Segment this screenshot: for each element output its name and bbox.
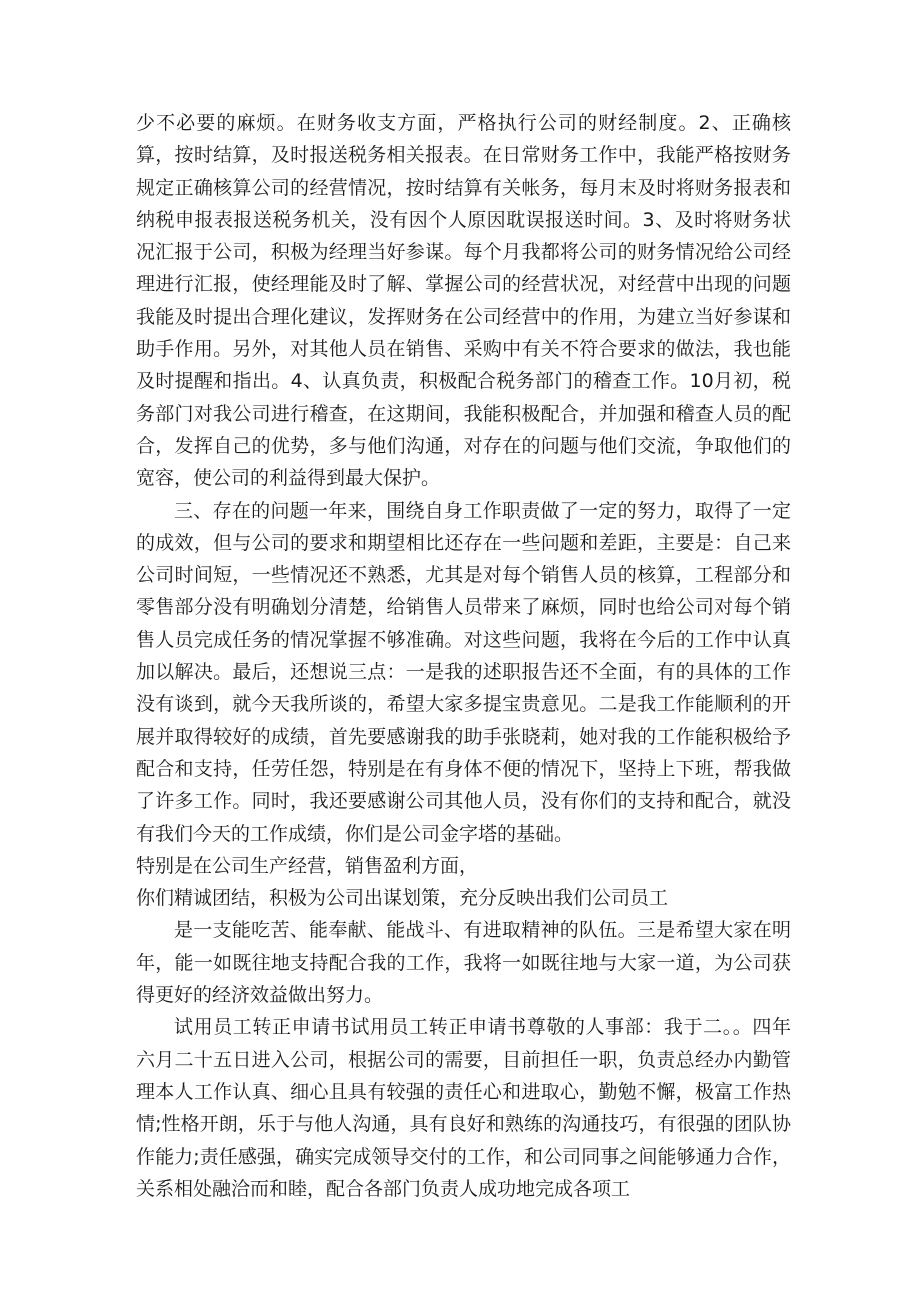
paragraph-team-spirit: 是一支能吃苦、能奉献、能战斗、有进取精神的队伍。三是希望大家在明年，能一如既往地支持配合我的工作，我将一如既往地与大家一道，为公司获得更好的经济效益做出努力。	[136, 919, 791, 1007]
document-page	[136, 107, 791, 1205]
paragraph-financial-work: 少不必要的麻烦。在财务收支方面，严格执行公司的财经制度。2、正确核算，按时结算，及时报送税务相关报表。在日常财务工作中，我能严格按财务规定正确核算公司的经营情况，按时结算有关帐务，每月末及时将财务报表和纳税申报表报送税务机关，没有因个人原因耽误报送时间。3、及时将财务状况汇报于公司，积极为经理当好参谋。每个月我都将公司的财务情况给公司经理进行汇报，使经理能及时了解、掌握公司的经营状况，对经营中出现的问题我能及时提出合理化建议，发挥财务在公司经营中的作用，为建立当好参谋和助手作用。另外，对其他人员在销售、采购中有关不符合要求的做法，我也能及时提醒和指出。4、认真负责，积极配合税务部门的稽查工作。10月初，税务部门对我公司进行稽查，在这期间，我能积极配合，并加强和稽查人员的配合，发挥自己的优势，多与他们沟通，对存在的问题与他们交流，争取他们的宽容，使公司的利益得到最大保护。	[136, 112, 791, 490]
line-production-sales: 特别是在公司生产经营，销售盈利方面，	[136, 854, 479, 877]
paragraph-existing-problems: 三、存在的问题一年来，围绕自身工作职责做了一定的努力，取得了一定的成效，但与公司的要求和期望相比还存在一些问题和差距，主要是：自己来公司时间短，一些情况还不熟悉，尤其是对每个销售人员的核算，工程部分和零售部分没有明确划分清楚，给销售人员带来了麻烦，同时也给公司对每个销售人员完成任务的情况掌握不够准确。对这些问题，我将在今后的工作中认真加以解决。最后，还想说三点：一是我的述职报告还不全面，有的具体的工作没有谈到，就今天我所谈的，希望大家多提宝贵意见。二是我工作能顺利的开展并取得较好的成绩，首先要感谢我的助手张晓莉，她对我的工作能积极给予配合和支持，任劳任怨，特别是在有身体不便的情况下，坚持上下班，帮我做了许多工作。同时，我还要感谢公司其他人员，没有你们的支持和配合，就没有我们今天的工作成绩，你们是公司金字塔的基础。	[136, 499, 791, 845]
paragraph-probation-application: 试用员工转正申请书试用员工转正申请书尊敬的人事部：我于二。。四年六月二十五日进入公司，根据公司的需要，目前担任一职，负责总经办内勤管理本人工作认真、细心且具有较强的责任心和进取心，勤勉不懈，极富工作热情;性格开朗，乐于与他人沟通，具有良好和熟练的沟通技巧，有很强的团队协作能力;责任感强，确实完成领导交付的工作，和公司同事之间能够通力合作，关系相处融洽而和睦，配合各部门负责人成功地完成各项工	[136, 1016, 791, 1200]
line-team-unity: 你们精诚团结，积极为公司出谋划策，充分反映出我们公司员工	[136, 887, 669, 910]
